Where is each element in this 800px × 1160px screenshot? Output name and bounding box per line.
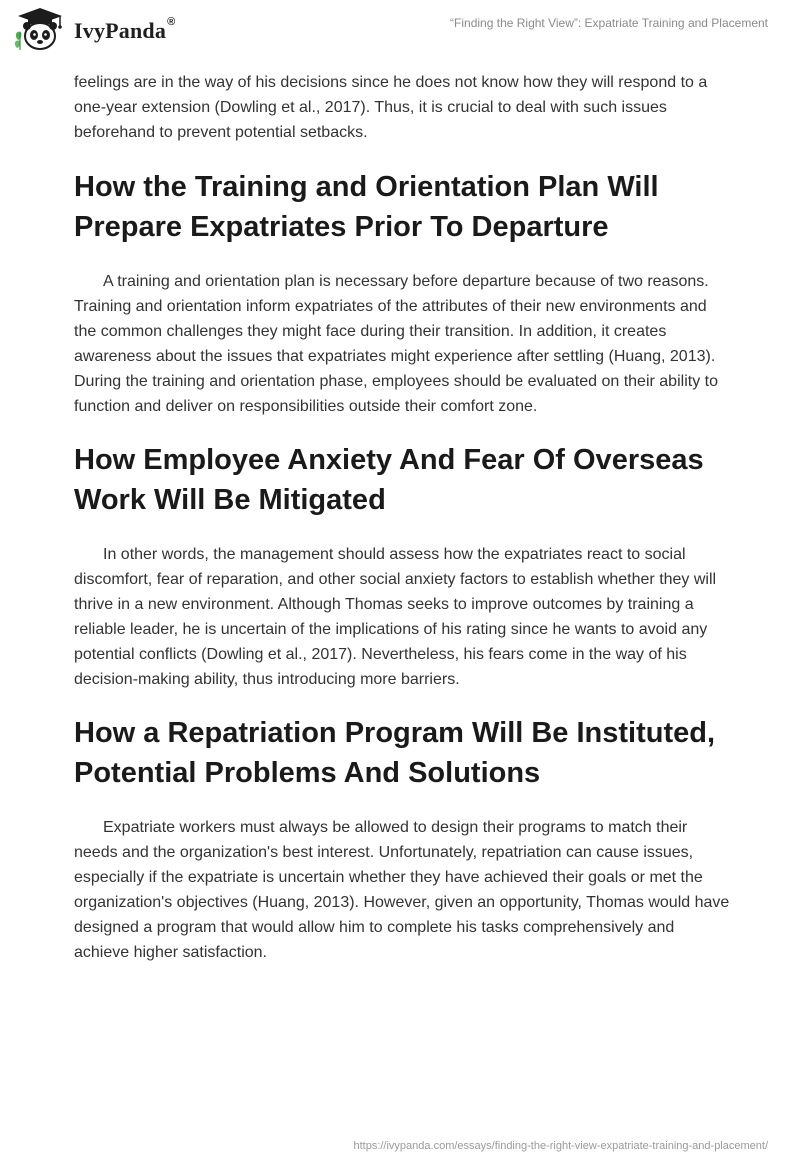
registered-mark: ® — [167, 16, 176, 28]
essay-body — [74, 70, 730, 965]
brand-name: IvyPanda® — [74, 16, 176, 43]
section-heading-anxiety: How Employee Anxiety And Fear Of Overseas Work Will Be Mitigated — [74, 444, 704, 516]
section-paragraph-anxiety: In other words, the management should assess how the expatriates react to social discomfort, fear of reparation, and other social anxiety factors to establish whether they will thrive in a new environment. Although Thomas seeks to improve outcomes by training a reliable leader, he is uncertain of the implications of his rating since he wants to avoid any potential conflicts (Dowling et al., 2017). Nevertheless, his fears come in the way of his decision-making ability, thus introducing more barriers. — [74, 546, 717, 688]
section-heading-training: How the Training and Orientation Plan Will Prepare Expatriates Prior To Departure — [74, 171, 659, 243]
ivypanda-logo[interactable] — [14, 6, 175, 52]
section-heading-repatriation: How a Repatriation Program Will Be Instituted, Potential Problems And Solutions — [74, 717, 716, 789]
intro-paragraph: feelings are in the way of his decisions since he does not know how they will respond to a one-year extension (Dowling et al., 2017). Thus, it is crucial to deal with such issues beforehand to prevent potential setbacks. — [74, 74, 708, 141]
source-url-link[interactable]: https://ivypanda.com/essays/finding-the-right-view-expatriate-training-and-placement/ — [353, 1140, 768, 1152]
panda-graduation-cap-icon — [14, 6, 66, 52]
page-header — [0, 0, 800, 60]
section-paragraph-training: A training and orientation plan is necessary before departure because of two reasons. Training and orientation inform expatriates of the attributes of their new environments and the common challenges they might face during their transition. In addition, it creates awareness about the issues that expatriates might experience after settling (Huang, 2013). During the training and orientation phase, employees should be evaluated on their ability to function and deliver on responsibilities outside their comfort zone. — [74, 273, 718, 415]
document-title: “Finding the Right View”: Expatriate Training and Placement — [450, 16, 768, 30]
section-paragraph-repatriation: Expatriate workers must always be allowed to design their programs to match their needs and the organization's best interest. Unfortunately, repatriation can cause issues, especially if the expatriate is uncertain whether they have achieved their goals or met the organization's objectives (Huang, 2013). However, given an opportunity, Thomas would have designed a program that would allow him to complete his tasks comprehensively and achieve higher satisfaction. — [74, 819, 730, 961]
